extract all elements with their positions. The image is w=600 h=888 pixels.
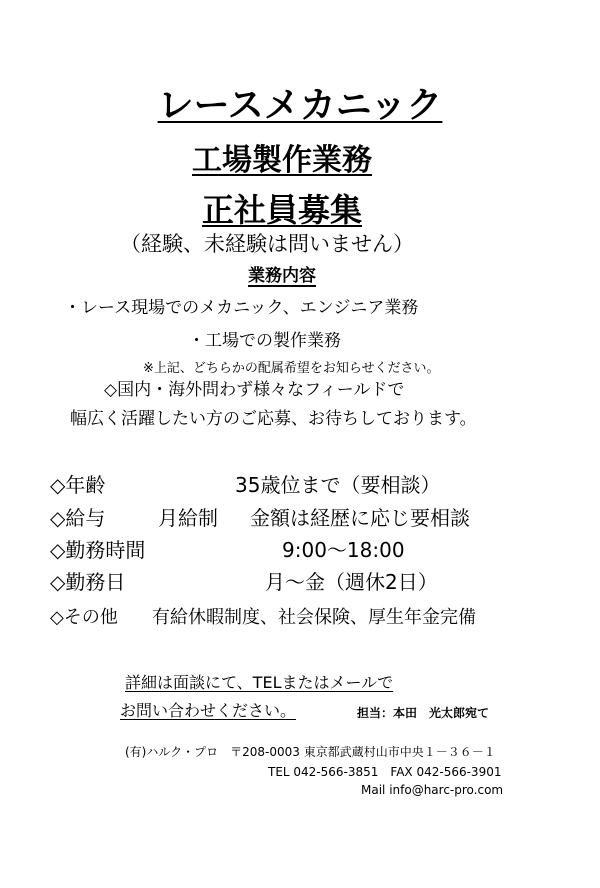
days-value: 月～金（週休2日） [265,570,438,594]
contact-line-1: 詳細は面談にて、TELまたはメールで [125,673,394,692]
assignment-remark: ※上記、どちらかの配属希望をお知らせください。 [143,361,440,376]
salary-label: ◇給与 [50,506,106,530]
title-race-mechanic: レースメカニック [157,85,443,126]
salary-value: 金額は経歴に応じ要相談 [250,506,470,530]
duty-item-race: ・レース現場でのメカニック、エンジニア業務 [64,298,419,318]
hours-label: ◇勤務時間 [50,538,146,562]
contact-person: 担当：本田 光太郎宛て [357,706,490,720]
days-label: ◇勤務日 [50,570,126,594]
duty-item-factory: ・工場での製作業務 [188,331,341,351]
hours-value: 9:00～18:00 [282,538,405,562]
email-address: Mail info@harc-pro.com [361,783,504,797]
company-address: (有)ハルク・プロ 〒208-0003 東京都武蔵村山市中央１－３６－１ [125,745,496,759]
title-full-time-recruitment: 正社員募集 [201,191,362,229]
appeal-line-2: 幅広く活躍したい方のご応募、お待ちしております。 [70,409,477,429]
title-factory-work: 工場製作業務 [192,143,372,178]
appeal-line-1: ◇国内・海外問わず様々なフィールドで [104,380,405,400]
salary-type: 月給制 [158,506,218,530]
experience-note: （経験、未経験は問いません） [120,232,414,256]
contact-line-2: お問い合わせください。 [120,701,297,720]
phone-fax: TEL 042-566-3851 FAX 042-566-3901 [268,765,502,779]
other-value: 有給休暇制度、社会保険、厚生年金完備 [152,607,476,628]
age-value: 35歳位まで（要相談） [235,473,441,497]
other-label: ◇その他 [50,607,118,628]
duties-heading: 業務内容 [248,266,316,286]
age-label: ◇年齢 [50,473,106,497]
